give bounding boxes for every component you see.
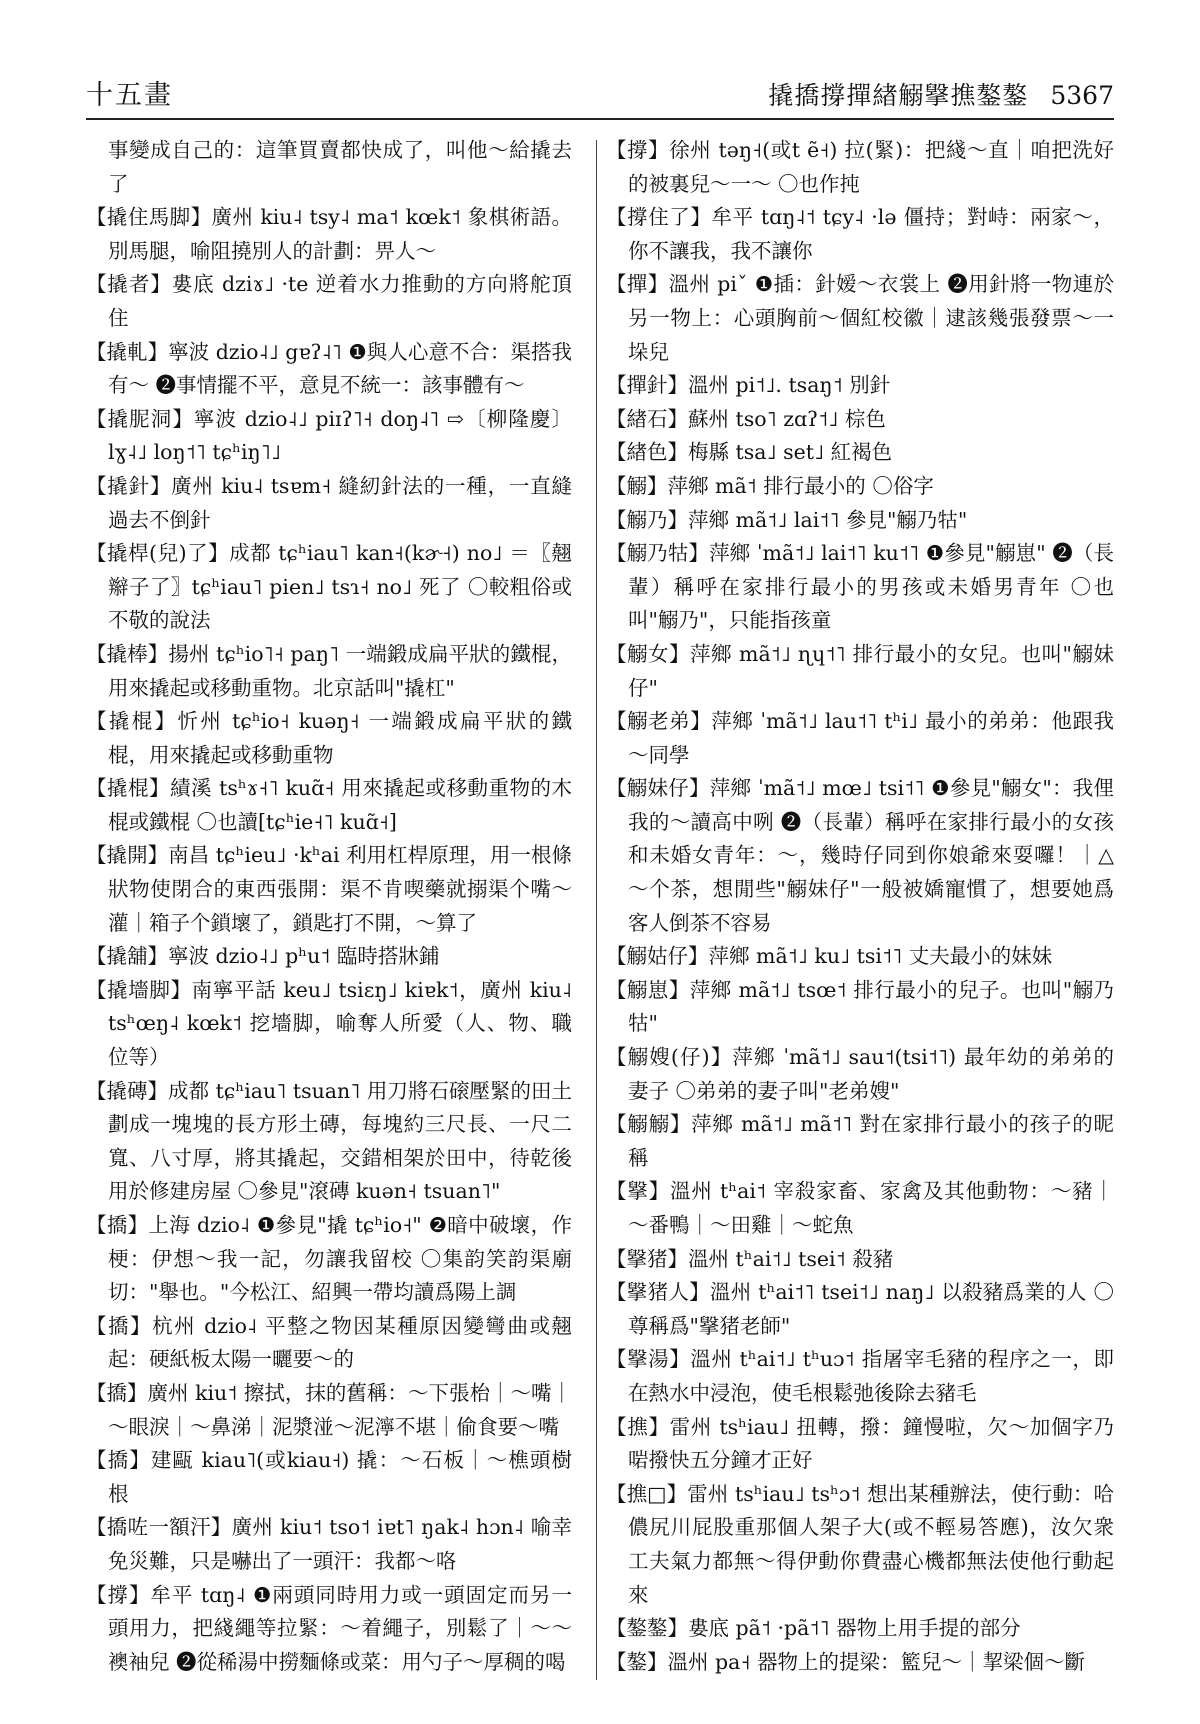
dictionary-entry: 【撟】上海 dzio˨ ❶參見"撬 tɕʰio˧" ❷暗中破壞，作梗：伊想～我一記，勿讓我留校 〇集韵笑韵渠廟切："舉也。"今松江、紹興一帶均讀爲陽上調	[86, 1213, 572, 1305]
dictionary-entry: 【撨□】雷州 tsʰiau˩ tsʰɔ˦ 想出某種辦法，使行動：哈儂尻川屁股重那個人架子大(或不輕易答應)，汝欠衆工夫氣力都無～得伊動你費盡心機都無法使他行動起來	[606, 1481, 1114, 1607]
dictionary-entry: 【䚥老弟】萍鄉 ˈmã˦˩ lau˦˥ tʰi˩ 最小的弟弟：他跟我～同學	[606, 709, 1114, 767]
dictionary-entry: 【撣針】溫州 pi˦˩. tsaŋ˦ 別針	[606, 373, 891, 398]
dictionary-entry: 【鏊鏊】婁底 pã˦ ·pã˦˥ 器物上用手提的部分	[606, 1616, 1021, 1641]
right-column	[606, 134, 1114, 1679]
dictionary-entry: 【撬桿(兒)了】成都 tɕʰiau˥ kan˧(kɚ˧) no˩ ＝〖翹辮子了〗tɕʰiau˥ pien˩ tsɿ˧ no˩ 死了 〇較粗俗或不敬的說法	[86, 541, 572, 633]
dictionary-entry: 【撟】杭州 dzio˨ 平整之物因某種原因變彎曲或翹起：硬紙板太陽一曬要～的	[86, 1313, 572, 1372]
dictionary-entry: 【撬墻脚】南寧平話 keu˩ tsiɛŋ˩ kiɐk˦，廣州 kiu˨ tsʰœŋ˨ kœk˦ 挖墻脚，喻奪人所愛（人、物、職位等）	[86, 977, 572, 1070]
dictionary-entry: 【㩓猪】溫州 tʰai˦˩ tsei˦ 殺豬	[606, 1246, 894, 1271]
dictionary-entry: 【䚥女】萍鄉 mã˦˩ ɳɥ˦˥ 排行最小的女兒。也叫"䚥妹仔"	[606, 641, 1114, 700]
dictionary-entry: 【撬棒】揚州 tɕʰio˥˧ paŋ˥ 一端鍛成扁平狀的鐵棍，用來撬起或移動重物。北京話叫"撬杠"	[86, 641, 572, 700]
dictionary-entry: 【撬開】南昌 tɕʰieu˩ ·kʰai 利用杠桿原理，用一根條狀物使閉合的東西張開：渠不肯喫藥就搦渠个嘴～灌｜箱子个鎖壞了，鎖匙打不開，～算了	[86, 843, 572, 935]
dictionary-entry: 【撐】徐州 təŋ˧(或t ẽ˧) 拉(緊)：把綫～直｜咱把洗好的被裏兒～一～ 〇也作扽	[606, 138, 1114, 196]
dictionary-entry: 【撬住馬脚】廣州 kiu˨ tsy˨ ma˦ kœk˦ 象棋術語。別馬腿，喻阻撓別人的計劃：畀人～	[86, 205, 572, 263]
dictionary-entry: 【䚥嫂(仔)】萍鄉 ˈmã˦˩ sau˦(tsi˦˥) 最年幼的弟弟的妻子 〇弟弟的妻子叫"老弟嫂"	[606, 1045, 1114, 1103]
dictionary-entry: 【撬棍】績溪 tsʰɤ˧˥ kuɑ̃˧ 用來撬起或移動重物的木棍或鐵棍 〇也讀[tɕʰie˧˥ kuɑ̃˧]	[86, 776, 572, 834]
header-rule	[86, 118, 1114, 120]
dictionary-entry: 【撬者】婁底 dziɤ˩ ·te 逆着水力推動的方向將舵頂住	[86, 272, 572, 330]
dictionary-entry: 【撟咗一額汗】廣州 kiu˦ tso˦ iɐt˥ ŋak˨ hɔn˨ 喻幸免災難，只是嚇出了一頭汗：我都～咯	[86, 1515, 572, 1573]
dictionary-entry: 【撬磚】成都 tɕʰiau˥ tsuan˥ 用刀將石磙壓緊的田土劃成一塊塊的長方形土磚，每塊約三尺長、一尺二寬、八寸厚，將其撬起，交錯相架於田中，待乾後用於修建房屋 〇參見"滾磚 kuən˧ tsuan˥"	[86, 1078, 572, 1204]
dictionary-entry: 【䚥姑仔】萍鄉 mã˦˩ ku˩ tsi˦˥ 丈夫最小的妹妹	[606, 944, 1053, 969]
dictionary-entry: 【撬胒洞】寧波 dzio˨˩ piɪʔ˥˧ doŋ˨˥ ⇨〔柳隆慶〕lɣ˨˩ loŋ˦˥ tɕʰiŋ˥˩	[86, 406, 572, 465]
dictionary-entry: 【撬軋】寧波 dzio˨˩ gɐʔ˨˥ ❶與人心意不合：渠搭我有～ ❷事情擺不平，意見不統一：該事體有～	[86, 339, 572, 398]
dictionary-entry: 【㩓】溫州 tʰai˦ 宰殺家畜、家禽及其他動物：～豬｜～番鴨｜～田雞｜～蛇魚	[606, 1179, 1114, 1237]
dictionary-entry: 【㩓猪人】溫州 tʰai˦˥ tsei˦˩ naŋ˩ 以殺豬爲業的人 〇尊稱爲"㩓猪老師"	[606, 1280, 1114, 1338]
dictionary-entry: 【㩓湯】溫州 tʰai˦˩ tʰuɔ˦ 指屠宰毛豬的程序之一，即在熱水中浸泡，使毛根鬆弛後除去豬毛	[606, 1347, 1114, 1405]
dictionary-entry: 【䚥乃】萍鄉 mã˦˩ lai˦˥ 參見"䚥乃牯"	[606, 507, 968, 532]
dictionary-entry: 【䚥崽】萍鄉 mã˦˩ tsœ˦ 排行最小的兒子。也叫"䚥乃牯"	[606, 977, 1114, 1036]
dictionary-entry: 【䚥䚥】萍鄉 mã˦˩ mã˦˥ 對在家排行最小的孩子的昵稱	[606, 1112, 1114, 1170]
dictionary-entry: 【緖色】梅縣 tsa˩ set˩ 紅褐色	[606, 440, 893, 465]
dictionary-entry: 【鏊】溫州 pa˧ 器物上的提梁：籃兒～｜挈梁個～斷	[606, 1649, 1085, 1674]
dictionary-entry: 【撣】溫州 piˇ ❶插：針嫒～衣裳上 ❷用針將一物連於另一物上：心頭胸前～個紅校徽｜逮該幾張發票～一垛兒	[606, 272, 1114, 364]
dictionary-entry: 【撬針】廣州 kiu˨ tsɐm˧ 縫紉針法的一種，一直縫過去不倒針	[86, 473, 572, 532]
section-label: 十五畫	[86, 80, 173, 111]
dictionary-entry: 事變成自己的：這筆買賣都快成了，叫他～給撬去了	[108, 138, 572, 196]
running-head	[768, 76, 1114, 112]
page-number: 5367	[1050, 81, 1114, 110]
page-header	[86, 72, 1114, 112]
dictionary-entry: 【撟】建甌 kiau˥(或kiau˧) 撬：～石板｜～樵頭樹根	[86, 1448, 572, 1506]
dictionary-entry: 【撨】雷州 tsʰiau˩ 扭轉，撥：鐘慢啦，欠～加個字乃啱撥快五分鐘才正好	[606, 1414, 1114, 1473]
headword-range: 撬撟撐撣緖䚥㩓撨鏊鏊	[768, 81, 1029, 110]
dictionary-entry: 【䚥乃牯】萍鄉 ˈmã˦˩ lai˦˥ ku˦˥ ❶參見"䚥崽" ❷（長輩）稱呼在家排行最小的男孩或未婚男青年 〇也叫"䚥乃"，只能指孩童	[606, 541, 1114, 633]
dictionary-entry: 【撐住了】牟平 tɑŋ˨˦ tɕy˨ ·lə 僵持；對峙：兩家～，你不讓我，我不讓你	[606, 205, 1114, 263]
dictionary-entry: 【䚥】萍鄉 mã˦ 排行最小的 〇俗字	[606, 473, 934, 498]
dictionary-entry: 【撬棍】忻州 tɕʰio˧ kuəŋ˧ 一端鍛成扁平狀的鐵棍，用來撬起或移動重物	[86, 709, 572, 767]
column-divider	[596, 140, 597, 1680]
dictionary-entry: 【撟】廣州 kiu˦ 擦拭，抹的舊稱：～下張枱｜～嘴｜～眼淚｜～鼻涕｜泥漿湴～泥濘不堪｜偷食要～嘴	[86, 1380, 572, 1439]
dictionary-entry: 【撐】牟平 tɑŋ˨ ❶兩頭同時用力或一頭固定而另一頭用力，把綫繩等拉緊：～着繩子，別鬆了｜～～襖袖兒 ❷從稀湯中撈麵條或菜：用勺子～厚稠的喝	[86, 1582, 572, 1674]
left-column	[86, 134, 572, 1679]
dictionary-entry: 【撬舖】寧波 dzio˨˩ pʰu˦ 臨時搭牀鋪	[86, 944, 440, 969]
dictionary-entry: 【緖石】蘇州 tso˥ zɑʔ˦˩ 棕色	[606, 406, 886, 431]
dictionary-entry: 【䚥妹仔】萍鄉 ˈmã˦˩ mœ˩ tsi˦˥ ❶參見"䚥女"：我俚我的～讀高中咧 ❷（長輩）稱呼在家排行最小的女孩和未婚女青年：～，幾時仔同到你娘爺來耍囉！｜△～个茶，想閒些"䚥妹仔"一般被嬌寵慣了，想要她爲客人倒茶不容易	[606, 776, 1114, 935]
